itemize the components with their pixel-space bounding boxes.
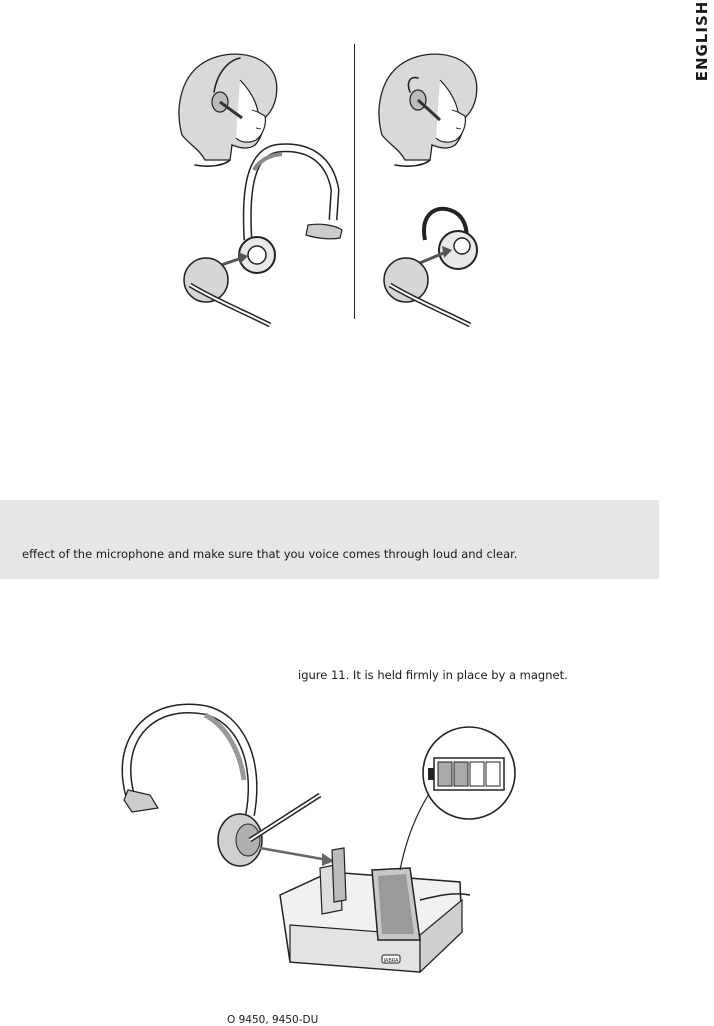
figure-caption: igure 11. It is held firmly in place by a magnet. <box>298 668 568 682</box>
battery-callout <box>414 718 524 828</box>
headband-illustration <box>170 40 350 340</box>
earhook-illustration <box>370 40 530 340</box>
tip-text: effect of the microphone and make sure that you voice comes through loud and clear. <box>22 547 518 561</box>
figure-divider <box>354 44 355 319</box>
language-tab <box>689 0 714 82</box>
device-logo: JABRA <box>383 958 399 964</box>
model-numbers: O 9450, 9450-DU <box>227 1014 319 1026</box>
language-label: ENGLISH <box>692 0 711 82</box>
tip-box <box>0 500 659 579</box>
